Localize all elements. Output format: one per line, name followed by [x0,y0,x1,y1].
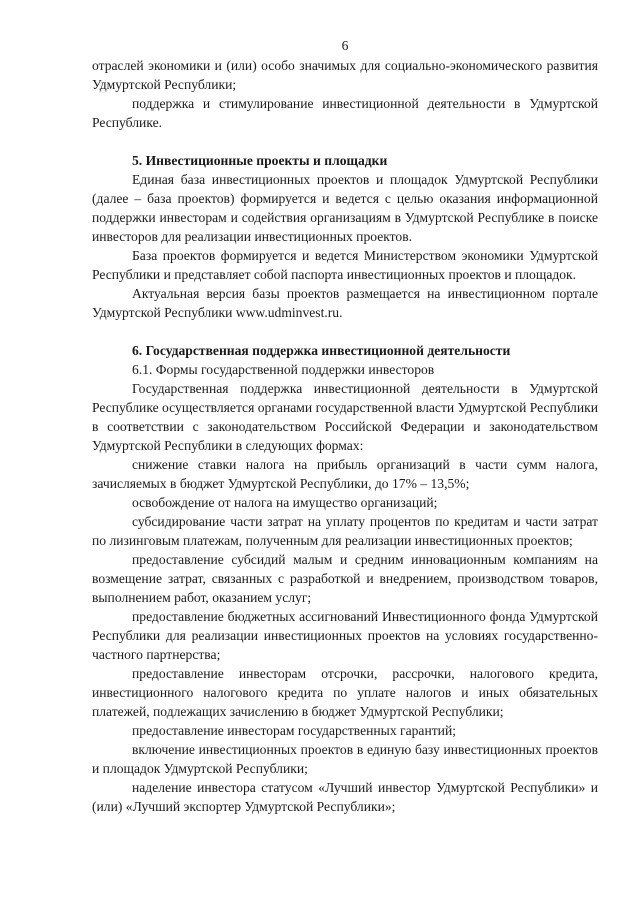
paragraph: Актуальная версия базы проектов размещается на инвестиционном портале Удмуртской Республики www.udminvest.ru. [92,286,598,320]
paragraph: поддержка и стимулирование инвестиционной деятельности в Удмуртской Республике. [92,96,598,130]
list-item: предоставление бюджетных ассигнований Инвестиционного фонда Удмуртской Республики для реализации инвестиционных проектов на условиях государственно-частного партнерства; [92,609,598,662]
list-item: освобождение от налога на имущество организаций; [132,495,438,510]
paragraph: Единая база инвестиционных проектов и площадок Удмуртской Республики (далее – база проектов) формируется и ведется с целью оказания информационной поддержки инвесторам и содействия организациям в Удмуртской Республике в поиске инвесторов для реализации инвестиционных проектов. [92,172,598,244]
section-heading: 5. Инвестиционные проекты и площадки [132,153,388,168]
page-number: 6 [341,38,349,53]
list-item: снижение ставки налога на прибыль организаций в части сумм налога, зачисляемых в бюджет Удмуртской Республики, до 17% – 13,5%; [92,457,598,491]
list-item: наделение инвестора статусом «Лучший инвестор Удмуртской Республики» и (или) «Лучший экспортер Удмуртской Республики»; [92,780,598,814]
list-item: предоставление инвесторам отсрочки, рассрочки, налогового кредита, инвестиционного налогового кредита по уплате налогов и иных обязательных платежей, подлежащих зачислению в бюджет Удмуртской Республики; [92,666,598,719]
list-item: субсидирование части затрат на уплату процентов по кредитам и части затрат по лизинговым платежам, полученным для реализации инвестиционных проектов; [92,514,598,548]
section-heading: 6. Государственная поддержка инвестиционной деятельности [132,343,511,358]
list-item: предоставление инвесторам государственных гарантий; [132,723,456,738]
paragraph: отраслей экономики и (или) особо значимых для социально-экономического развития Удмуртской Республики; [92,58,598,92]
paragraph: Государственная поддержка инвестиционной деятельности в Удмуртской Республике осуществляется органами государственной власти Удмуртской Республики в соответствии с законодательством Российской Федерации и законодательством Удмуртской Республики в следующих формах: [92,381,598,453]
list-item: включение инвестиционных проектов в единую базу инвестиционных проектов и площадок Удмуртской Республики; [92,742,598,776]
paragraph: База проектов формируется и ведется Министерством экономики Удмуртской Республики и представляет собой паспорта инвестиционных проектов и площадок. [92,248,598,282]
subsection-heading: 6.1. Формы государственной поддержки инвесторов [132,362,435,377]
list-item: предоставление субсидий малым и средним инновационным компаниям на возмещение затрат, связанных с разработкой и внедрением, производством товаров, выполнением работ, оказанием услуг; [92,552,598,605]
